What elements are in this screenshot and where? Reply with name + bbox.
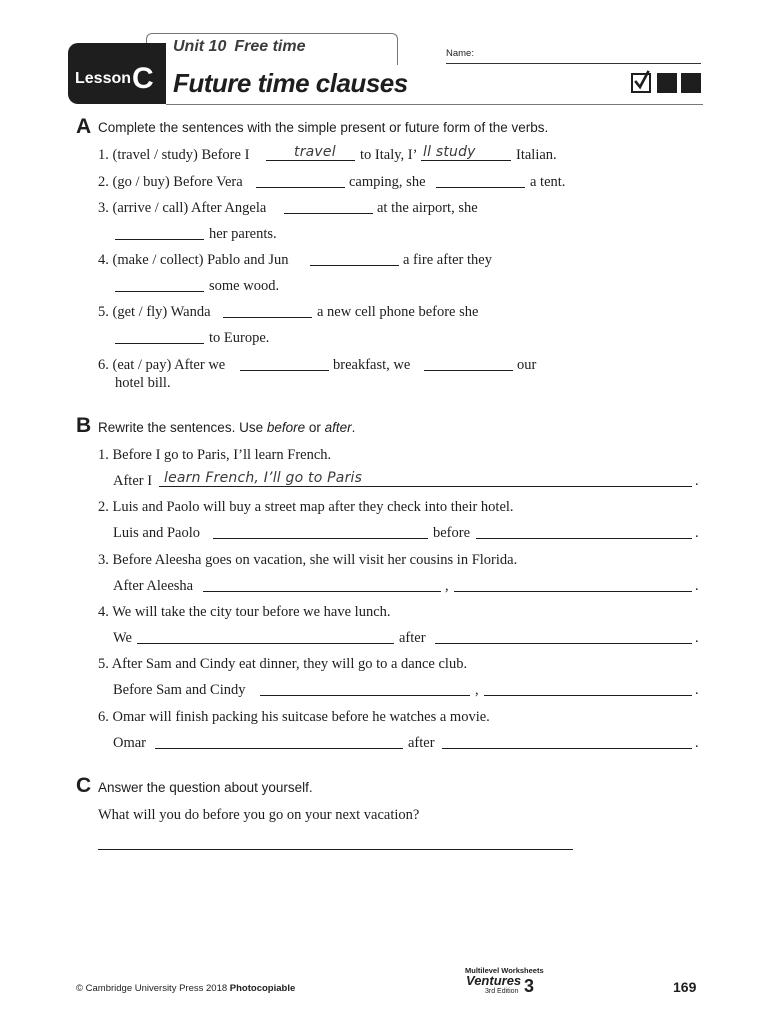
a3-prompt (98, 200, 266, 217)
a2-end: a tent. (530, 174, 566, 190)
item-sentence: After Sam and Cindy eat dinner, they will go to a dance club. (111, 656, 468, 672)
a1-mid: to Italy, I’ (360, 147, 418, 163)
b3-answer-line-1[interactable] (203, 591, 441, 592)
footer-copyright (76, 983, 295, 994)
b2-answer-line-1[interactable] (213, 538, 428, 539)
b6-mid: after (408, 735, 435, 751)
a5-mid: a new cell phone before she (317, 304, 479, 320)
b3-mid: , (445, 578, 449, 594)
a1-blank-1[interactable] (266, 160, 355, 161)
b3-sentence (98, 552, 517, 569)
b3-start: After Aleesha (113, 578, 194, 594)
item-prompt: (go / buy) Before Vera (112, 174, 243, 190)
item-sentence: Omar will finish packing his suitcase before he watches a movie. (112, 709, 490, 725)
b6-answer-line-1[interactable] (155, 748, 403, 749)
item-prompt: (arrive / call) After Angela (112, 200, 267, 216)
a4-mid: a fire after they (403, 252, 492, 268)
item-number: 2. (98, 174, 109, 190)
item-number: 1. (98, 447, 109, 463)
title-divider (166, 104, 703, 105)
b4-answer-line-2[interactable] (435, 643, 692, 644)
level-number: 3 (524, 976, 535, 996)
section-c-letter: C (76, 774, 92, 797)
b4-sentence (98, 604, 391, 621)
item-number: 6. (98, 709, 109, 725)
item-sentence: Before I go to Paris, I’ll learn French. (112, 447, 332, 463)
level-box-filled (681, 73, 701, 93)
b2-period: . (695, 525, 699, 541)
item-number: 5. (98, 656, 109, 672)
instruction-text: or (305, 420, 325, 435)
item-number: 4. (98, 252, 109, 268)
a2-blank-1[interactable] (256, 187, 345, 188)
a5-prompt (98, 304, 211, 321)
b2-sentence (98, 499, 514, 516)
a3-blank-2[interactable] (115, 239, 204, 240)
section-c-question: What will you do before you go on your next vacation? (98, 807, 420, 823)
a2-mid: camping, she (349, 174, 426, 190)
name-field[interactable] (446, 63, 701, 64)
b1-sentence (98, 447, 331, 464)
a1-end: Italian. (516, 147, 557, 163)
section-a-instruction: Complete the sentences with the simple present or future form of the verbs. (98, 120, 549, 135)
b1-answer-line[interactable] (159, 486, 692, 487)
b4-period: . (695, 630, 699, 646)
instruction-text: Rewrite the sentences. Use (98, 420, 267, 435)
item-number: 4. (98, 604, 109, 620)
lesson-badge (68, 43, 166, 104)
item-number: 1. (98, 147, 109, 163)
section-b-instruction (98, 420, 355, 435)
b2-mid: before (433, 525, 471, 541)
unit-heading (173, 38, 305, 56)
item-number: 2. (98, 499, 109, 515)
instruction-keyword-before: before (266, 420, 306, 435)
a5-end: to Europe. (209, 330, 270, 346)
item-number: 3. (98, 552, 109, 568)
b2-answer-line-2[interactable] (476, 538, 692, 539)
a1-prompt (98, 147, 249, 164)
b1-answer: learn French, I’ll go to Paris (164, 470, 363, 486)
item-sentence: We will take the city tour before we have lunch. (112, 604, 391, 620)
a1-answer-2: ll study (423, 144, 476, 160)
a4-end: some wood. (209, 278, 280, 294)
level-check-box (631, 73, 651, 93)
section-c-answer-line[interactable] (98, 849, 573, 850)
b5-answer-line-2[interactable] (484, 695, 692, 696)
a2-blank-2[interactable] (436, 187, 525, 188)
b6-start: Omar (113, 735, 147, 751)
b3-period: . (695, 578, 699, 594)
a3-end: her parents. (209, 226, 277, 242)
a5-blank-1[interactable] (223, 317, 312, 318)
b5-mid: , (475, 682, 479, 698)
b1-start: After I (113, 473, 153, 489)
a6-mid: breakfast, we (333, 357, 411, 373)
a4-blank-1[interactable] (310, 265, 399, 266)
a2-prompt (98, 174, 243, 191)
b6-period: . (695, 735, 699, 751)
a6-prompt (98, 357, 225, 374)
a6-end: our (517, 357, 537, 373)
a5-blank-2[interactable] (115, 343, 204, 344)
a1-blank-2[interactable] (421, 160, 511, 161)
copyright-text: © Cambridge University Press 2018 (76, 983, 228, 994)
a6-blank-1[interactable] (240, 370, 329, 371)
lesson-letter: C (132, 62, 154, 95)
lesson-word: Lesson (75, 70, 132, 87)
checkmark-icon (633, 75, 649, 91)
unit-topic: Free time (234, 38, 306, 55)
level-box-filled (657, 73, 677, 93)
photocopiable-label: Photocopiable (229, 983, 296, 994)
b6-sentence (98, 709, 490, 726)
unit-number: Unit 10 (173, 38, 227, 55)
item-sentence: Luis and Paolo will buy a street map after they check into their hotel. (112, 499, 514, 515)
item-prompt: (get / fly) Wanda (112, 304, 211, 320)
item-prompt: (eat / pay) After we (112, 357, 226, 373)
item-prompt: (make / collect) Pablo and Jun (112, 252, 289, 268)
b4-start: We (113, 630, 132, 646)
a3-mid: at the airport, she (377, 200, 478, 216)
item-number: 3. (98, 200, 109, 216)
edition-label: 3rd Edition (485, 988, 519, 995)
b4-mid: after (399, 630, 426, 646)
b3-answer-line-2[interactable] (454, 591, 692, 592)
a4-prompt (98, 252, 288, 269)
instruction-text: . (351, 420, 356, 435)
a6-end-2: hotel bill. (115, 375, 171, 391)
a3-blank-1[interactable] (284, 213, 373, 214)
b6-answer-line-2[interactable] (442, 748, 692, 749)
b5-period: . (695, 682, 699, 698)
instruction-keyword-after: after (324, 420, 352, 435)
item-number: 5. (98, 304, 109, 320)
b5-sentence (98, 656, 467, 673)
ventures-logo: Ventures (466, 973, 522, 988)
item-prompt: (travel / study) Before I (112, 147, 250, 163)
page-number: 169 (673, 979, 697, 995)
b4-answer-line-1[interactable] (137, 643, 394, 644)
b2-start: Luis and Paolo (113, 525, 200, 541)
b5-answer-line-1[interactable] (260, 695, 470, 696)
a6-blank-2[interactable] (424, 370, 513, 371)
section-c-instruction: Answer the question about yourself. (98, 780, 313, 795)
page-title: Future time clauses (173, 68, 408, 98)
a1-answer-1: travel (294, 144, 336, 160)
section-b-letter: B (76, 414, 92, 437)
series-label: Multilevel Worksheets (465, 966, 544, 975)
a4-blank-2[interactable] (115, 291, 204, 292)
section-a-letter: A (76, 115, 92, 138)
b5-start: Before Sam and Cindy (113, 682, 246, 698)
b1-period: . (695, 473, 699, 489)
name-label: Name: (446, 48, 474, 59)
item-number: 6. (98, 357, 109, 373)
item-sentence: Before Aleesha goes on vacation, she will visit her cousins in Florida. (112, 552, 518, 568)
